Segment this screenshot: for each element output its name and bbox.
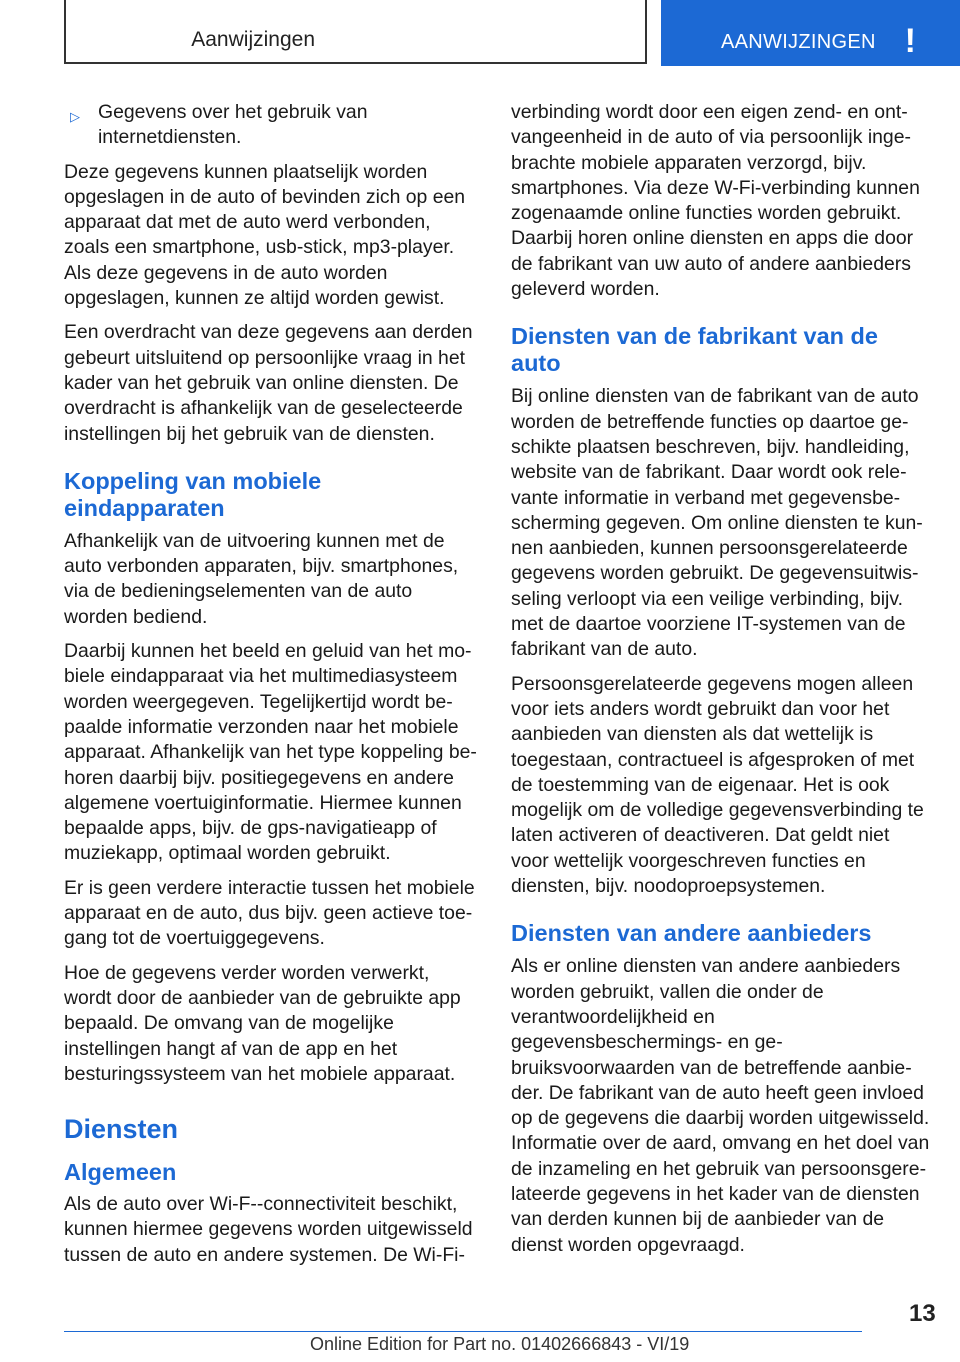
page-header <box>0 0 960 66</box>
paragraph: Als de auto over Wi-F--connectiviteit beschikt, kunnen hiermee gegevens worden uitgewisseld tussen de auto en andere systemen. De Wi-Fi- <box>64 1193 473 1266</box>
exclamation-icon: ! <box>904 22 916 60</box>
chapter-heading-diensten: Diensten <box>64 1114 179 1145</box>
paragraph: Er is geen verdere interactie tussen het mobiele apparaat en de auto, dus bijv. geen actieve toegang tot de voertuiggegevens. <box>64 876 475 950</box>
section-heading-koppeling: Koppeling van mobiele eindapparaten <box>64 467 322 521</box>
page-number: 13 <box>909 1300 936 1327</box>
right-column <box>511 100 931 1267</box>
paragraph: Deze gegevens kunnen plaatselijk worden opgeslagen in de auto of bevinden zich op een apparaat dat met de auto werd verbonden, zoals een smartphone, usb-stick, mp3-player. Als deze gegevens in de auto worden opgeslagen, kunnen ze altijd worden gewist. <box>64 160 466 310</box>
paragraph: Daarbij kunnen het beeld en geluid van het mobiele eindapparaat via het multimediasysteem worden weergegeven. Tegelijkertijd wordt bepaalde informatie verzonden naar het mobiele apparaat. Afhankelijk van het type koppeling behoren daarbij bijv. positiegegevens en andere algemene voertuiginformatie. Hiermee kunnen bepaalde apps, bijv. de gps-navigatieapp of muziekapp, optimaal worden gebruikt. <box>64 640 477 865</box>
left-column <box>64 100 479 1277</box>
section-heading-algemeen: Algemeen <box>64 1159 177 1186</box>
paragraph: Als er online diensten van andere aanbieders worden gebruikt, vallen die onder de verantwoordelijkheid en gegevensbeschermings- en gebruiksvoorwaarden van de betreffende aanbieder. De fabrikant van de auto heeft geen invloed op de gegevens die daarbij worden uitgewisseld. Informatie over de aard, omvang en het doel van de inzameling en het gebruik van persoonsgerelateerde gegevens in het kader van de diensten van derden kunnen bij de aanbieder van de dienst worden opgevraagd. <box>511 955 930 1256</box>
paragraph: Hoe de gegevens verder worden verwerkt, wordt door de aanbieder van de gebruikte app bepaald. De omvang van de mogelijke instellingen hangt af van de app en het besturingssysteem van het mobiele apparaat. <box>64 961 461 1085</box>
paragraph: Een overdracht van deze gegevens aan derden gebeurt uitsluitend op persoonlijke vraag in het kader van het gebruik van online diensten. De overdracht is afhankelijk van de geselecteerde instellingen bij het gebruik van de diensten. <box>64 321 473 445</box>
triangle-bullet-icon: ▷ <box>70 109 80 124</box>
section-heading-andere: Diensten van andere aanbieders <box>511 920 872 947</box>
header-chapter-box <box>661 0 960 66</box>
list-item <box>64 100 479 151</box>
edition-footer: Online Edition for Part no. 01402666843 - VI/19 <box>310 1334 690 1354</box>
section-heading-fabrikant: Diensten van de fabrikant van de auto <box>511 323 878 377</box>
paragraph: Afhankelijk van de uitvoering kunnen met de auto verbonden apparaten, bijv. smartphones, via de bedieningselementen van de auto worden bediend. <box>64 529 459 628</box>
header-section-title: Aanwijzingen <box>191 28 315 51</box>
header-section-box <box>64 0 647 64</box>
paragraph: verbinding wordt door een eigen zend- en ontvangeenheid in de auto of via persoonlijk ingebrachte mobiele apparaten verzorgd, bijv. smartphones. Via deze W-Fi-verbinding kunnen zogenaamde online functies worden gebruikt. Daarbij horen online diensten en apps die door de fabrikant van uw auto of andere aanbieders geleverd worden. <box>511 101 920 301</box>
paragraph: Bij online diensten van de fabrikant van de auto worden de betreffende functies op daartoe geschikte plaatsen beschreven, bijv. handleiding, website van de fabrikant. Daar wordt ook relevante informatie in verband met gegevensbescherming gegeven. Om online diensten te kunnen aanbieden, kunnen persoonsgerelateerde gegevens worden gebruikt. De gegevensuitwisseling verloopt via een veilige verbinding, bijv. met de daartoe voorziene IT-systemen van de fabrikant van de auto. <box>511 385 923 661</box>
footer-divider <box>64 1331 862 1332</box>
header-chapter-title: AANWIJZINGEN <box>721 31 876 53</box>
list-item-text: Gegevens over het gebruik van internetdiensten. <box>98 101 368 149</box>
paragraph: Persoonsgerelateerde gegevens mogen alleen voor iets anders wordt gebruikt dan voor het aanbieden van diensten als dat wettelijk is toegestaan, contractueel is afgesproken of met de toestemming van de eigenaar. Het is ook mogelijk om de volledige gegevensverbinding te laten activeren of deactiveren. Dat geldt niet voor wettelijk voorgeschreven functies en diensten, bijv. noodoproepsystemen. <box>511 672 924 898</box>
